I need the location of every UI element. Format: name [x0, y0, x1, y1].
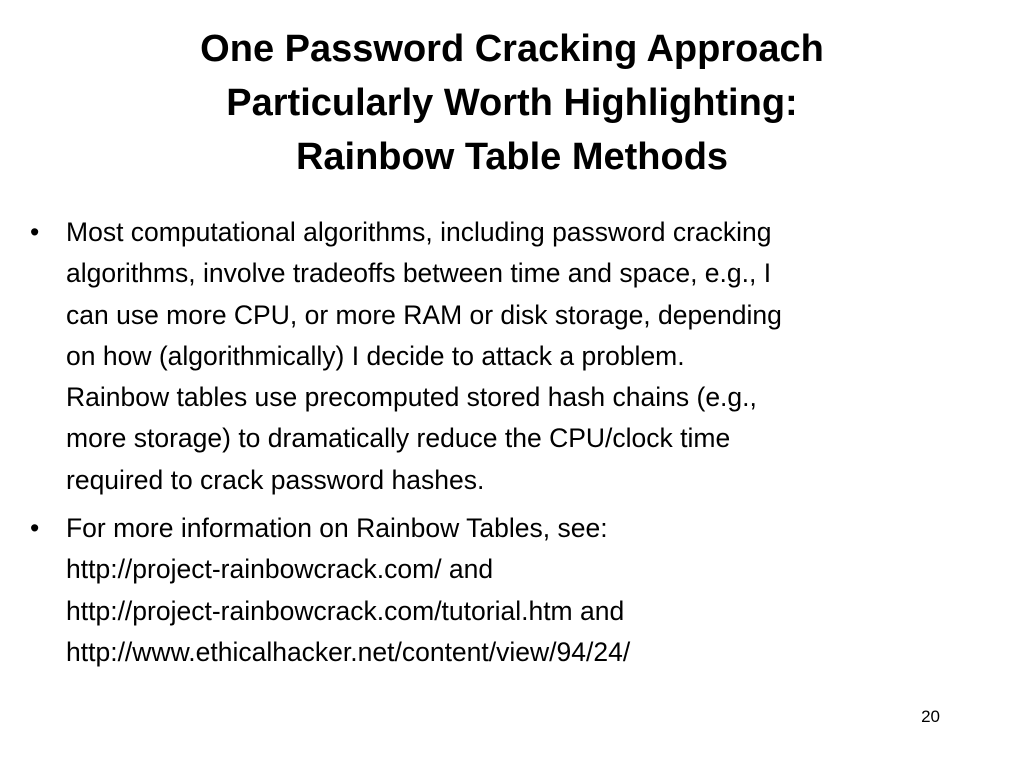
link-rainbowcrack-tutorial[interactable]: http://project-rainbowcrack.com/tutorial.htm and	[66, 595, 625, 626]
link-ethicalhacker[interactable]: http://www.ethicalhacker.net/content/view/94/24/	[66, 636, 631, 667]
slide-title	[60, 22, 964, 184]
bullet-symbol: •	[30, 513, 40, 544]
title-line: Rainbow Table Methods	[295, 136, 729, 178]
title-line: Particularly Worth Highlighting:	[226, 82, 798, 124]
link-rainbowcrack-home[interactable]: http://project-rainbowcrack.com/ and	[66, 554, 494, 585]
bullet-text-line: For more information on Rainbow Tables, see:	[66, 513, 608, 544]
title-line: One Password Cracking Approach	[200, 28, 824, 70]
bullet-text-line: Most computational algorithms, including password cracking	[66, 217, 772, 247]
bullet-text-line: can use more CPU, or more RAM or disk storage, depending	[66, 299, 782, 330]
bullet-text-line: on how (algorithmically) I decide to attack a problem.	[66, 340, 685, 371]
bullet-text-line: algorithms, involve tradeoffs between time and space, e.g., I	[66, 258, 772, 289]
bullet-item-tradeoffs	[28, 212, 998, 501]
bullet-symbol: •	[30, 217, 40, 247]
bullet-text-line: Rainbow tables use precomputed stored hash chains (e.g.,	[66, 382, 757, 413]
bullet-item-more-info	[28, 508, 998, 673]
bullet-text-line: more storage) to dramatically reduce the CPU/clock time	[66, 423, 731, 454]
bullet-text-line: required to crack password hashes.	[66, 464, 485, 495]
bullet-list	[28, 212, 998, 680]
page-number: 20	[921, 707, 940, 726]
